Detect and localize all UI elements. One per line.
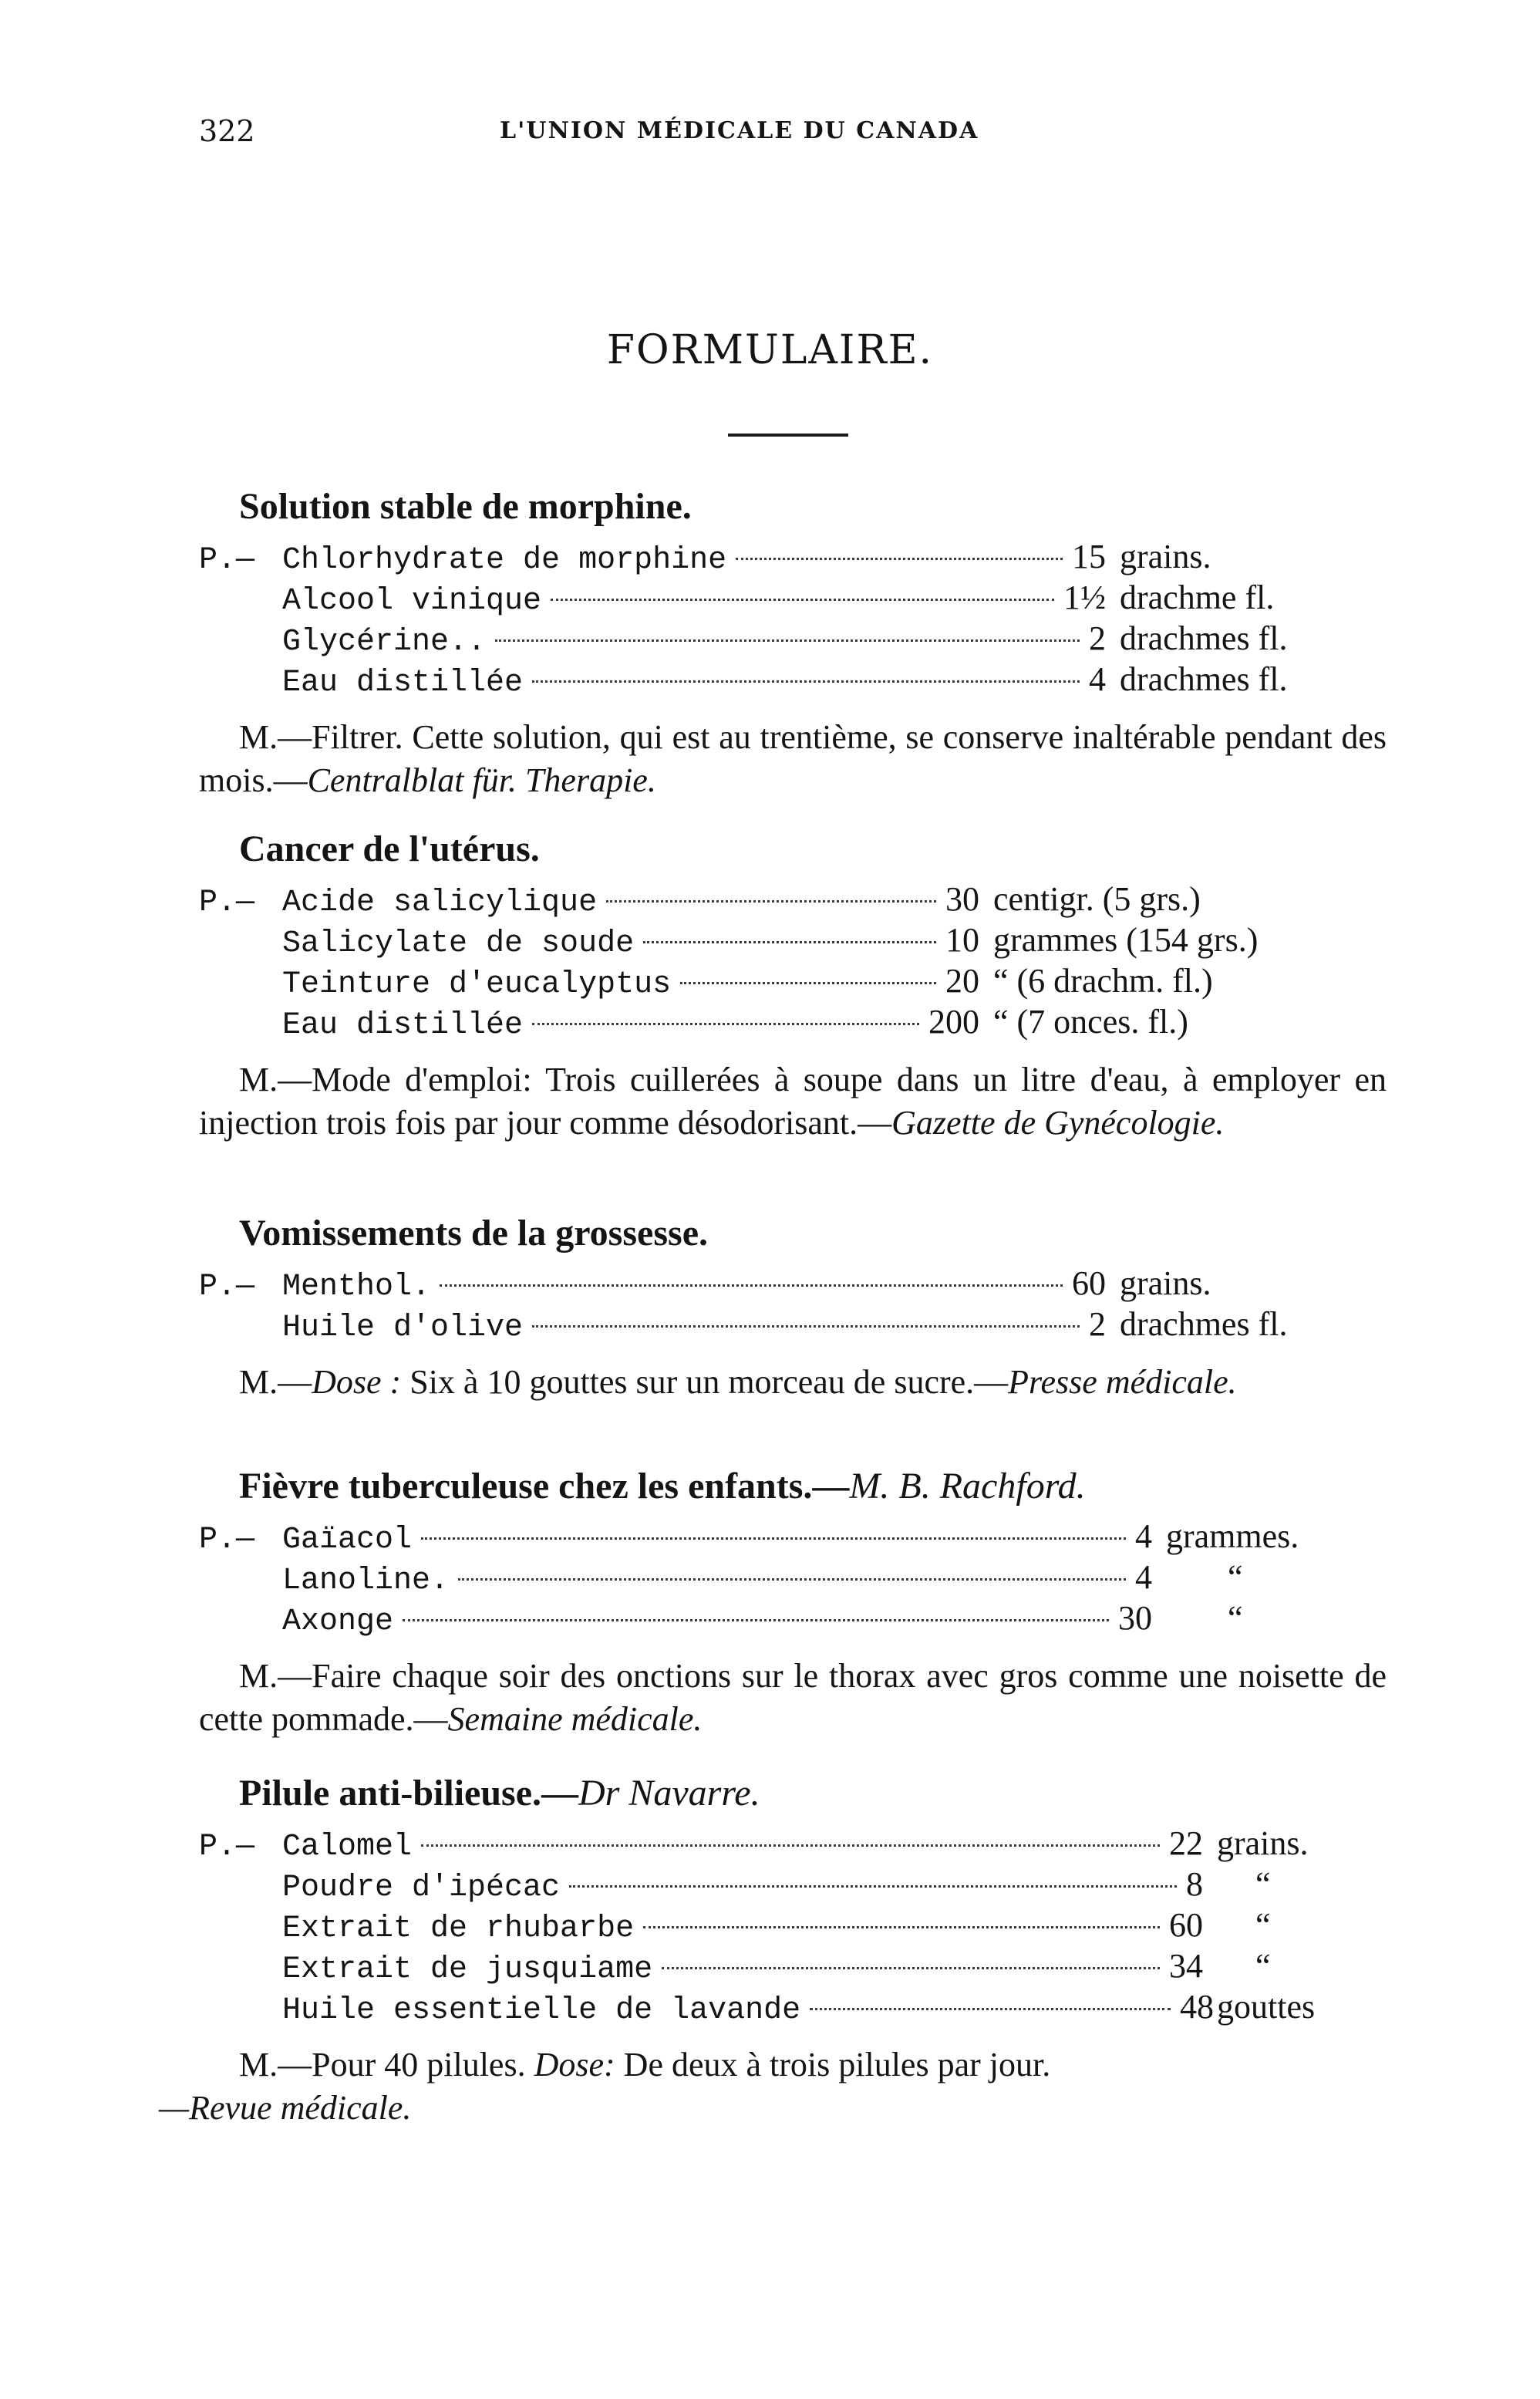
ingredient-unit: “ [1228, 1558, 1243, 1596]
ingredient-quantity: 10 [945, 921, 979, 959]
ingredient-unit: grains. [1217, 1824, 1309, 1862]
ingredient-quantity: 200 [928, 1003, 979, 1041]
dot-leader [643, 941, 936, 943]
ingredient-name: Huile essentielle de lavande [282, 1993, 801, 2028]
dot-leader [532, 1023, 919, 1025]
dot-leader [736, 558, 1063, 560]
ingredient-name: Huile d'olive [282, 1311, 524, 1345]
ingredient-row [199, 1946, 1387, 1987]
ingredient-name: Calomel [282, 1830, 413, 1864]
recipe-heading: Fièvre tuberculeuse chez les enfants.—M. B. Rachford. [239, 1466, 1086, 1507]
recipe-uterine-cancer [199, 824, 1387, 1145]
source-citation: Centralblat für. Therapie. [307, 761, 656, 799]
ingredient-row [199, 1002, 1387, 1043]
ingredient-row [199, 920, 1387, 961]
ingredient-unit: “ (7 onces. fl.) [993, 1003, 1188, 1041]
dot-leader [458, 1578, 1126, 1581]
running-head [199, 114, 1055, 153]
recipe-note: M.—Dose : Six à 10 gouttes sur un morceau de sucre.—Presse médicale. [239, 1363, 1237, 1401]
ingredient-unit: “ (6 drachm. fl.) [993, 962, 1213, 1000]
ingredient-unit: drachmes fl. [1120, 1305, 1288, 1343]
ingredient-quantity: 8 [1186, 1865, 1203, 1903]
ingredient-quantity: 4 [1089, 660, 1106, 698]
ingredient-list [199, 1517, 1387, 1639]
ingredient-row [199, 1864, 1387, 1905]
ingredient-name: Eau distillée [282, 1008, 524, 1043]
ingredient-name: Chlorhydrate de morphine [282, 543, 727, 578]
ingredient-unit: drachmes fl. [1120, 619, 1288, 657]
ingredient-row [199, 1987, 1387, 2028]
ingredient-name: Lanoline. [282, 1564, 450, 1598]
recipe-note: M.—Mode d'emploi: Trois cuillerées à soupe dans un litre d'eau, à employer en injection trois fois par jour comme désodorisant.—Gazette de Gynécologie. [199, 1061, 1387, 1142]
ingredient-unit: “ [1255, 1906, 1271, 1944]
ingredient-row [199, 1598, 1387, 1639]
ingredient-name: Glycérine.. [282, 625, 487, 660]
dot-leader [440, 1284, 1063, 1287]
ingredient-quantity: 34 [1169, 1947, 1203, 1985]
section-title: FORMULAIRE. [606, 327, 934, 373]
ingredient-quantity: 2 [1089, 1305, 1106, 1343]
ingredient-name: Salicylate de soude [282, 926, 635, 961]
dot-leader [421, 1844, 1160, 1847]
dot-leader [495, 639, 1080, 642]
ingredient-unit: grammes. [1166, 1517, 1299, 1555]
dot-leader [810, 2008, 1171, 2010]
ingredient-row [199, 1264, 1387, 1304]
ingredient-name: Acide salicylique [282, 886, 598, 920]
source-citation: Semaine médicale. [447, 1700, 703, 1738]
dot-leader [643, 1926, 1160, 1928]
recipe-note: M.—Pour 40 pilules. Dose: De deux à trois pilules par jour. —Revue médicale. [159, 2046, 1051, 2127]
recipe-heading: Cancer de l'utérus. [239, 828, 540, 869]
ingredient-name: Gaïacol [282, 1523, 413, 1557]
ingredient-row [199, 961, 1387, 1002]
ingredient-quantity: 15 [1072, 538, 1106, 575]
recipe-note: M.—Filtrer. Cette solution, qui est au trentième, se conserve inaltérable pendant des mois.—Centralblat für. Therapie. [199, 718, 1387, 799]
recipe-tuberculous-fever [199, 1461, 1387, 1741]
ingredient-row [199, 879, 1387, 920]
ingredient-unit: centigr. (5 grs.) [993, 880, 1201, 918]
ingredient-quantity: 60 [1072, 1264, 1106, 1302]
ingredient-unit: grammes (154 grs.) [993, 921, 1259, 959]
ingredient-row [199, 537, 1387, 578]
prescription-prefix: P.— [199, 543, 255, 578]
ingredient-quantity: 4 [1135, 1517, 1152, 1555]
dot-leader [606, 900, 936, 903]
dot-leader [403, 1619, 1109, 1621]
ingredient-list [199, 1824, 1387, 2028]
prescription-prefix: P.— [199, 1270, 255, 1304]
recipe-attribution: Dr Navarre. [578, 1773, 760, 1814]
ingredient-unit: grains. [1120, 538, 1211, 575]
ingredient-list [199, 879, 1387, 1043]
ingredient-name: Alcool vinique [282, 584, 542, 619]
recipe-pregnancy-vomiting [199, 1208, 1387, 1404]
ingredient-row [199, 578, 1387, 619]
prescription-prefix: P.— [199, 1830, 255, 1864]
prescription-prefix: P.— [199, 886, 255, 920]
ingredient-unit: grains. [1120, 1264, 1211, 1302]
ingredient-name: Poudre d'ipécac [282, 1871, 561, 1905]
recipe-heading: Vomissements de la grossesse. [239, 1213, 708, 1253]
dot-leader [532, 680, 1080, 683]
ingredient-quantity: 4 [1135, 1558, 1152, 1596]
recipe-morphine-solution [199, 481, 1387, 802]
source-citation: Gazette de Gynécologie. [891, 1104, 1225, 1142]
dot-leader [680, 982, 936, 984]
ingredient-row [199, 660, 1387, 700]
ingredient-unit: drachme fl. [1120, 579, 1275, 616]
ingredient-quantity: 30 [945, 880, 979, 918]
prescription-prefix: P.— [199, 1523, 255, 1557]
ingredient-quantity: 2 [1089, 619, 1106, 657]
ingredient-row [199, 1304, 1387, 1345]
ingredient-quantity: 48 [1180, 1988, 1214, 2026]
ingredient-row [199, 1905, 1387, 1946]
ingredient-name: Menthol. [282, 1270, 431, 1304]
page-number: 322 [199, 114, 255, 148]
recipe-attribution: M. B. Rachford. [849, 1466, 1086, 1507]
ingredient-name: Eau distillée [282, 666, 524, 700]
ingredient-name: Extrait de rhubarbe [282, 1911, 635, 1946]
recipe-anti-bilious-pill [159, 1768, 1387, 2130]
dot-leader [662, 1967, 1160, 1969]
title-rule [728, 434, 848, 437]
ingredient-name: Teinture d'eucalyptus [282, 967, 672, 1002]
recipe-heading: Solution stable de morphine. [239, 486, 692, 527]
ingredient-quantity: 60 [1169, 1906, 1203, 1944]
dot-leader [421, 1537, 1126, 1540]
ingredient-name: Axonge [282, 1604, 394, 1639]
ingredient-quantity: 20 [945, 962, 979, 1000]
source-citation: Presse médicale. [1008, 1363, 1237, 1401]
ingredient-quantity: 30 [1118, 1599, 1152, 1637]
ingredient-row [199, 619, 1387, 660]
ingredient-list [199, 1264, 1387, 1345]
ingredient-row [199, 1557, 1387, 1598]
journal-title: L'UNION MÉDICALE DU CANADA [500, 117, 979, 144]
source-citation: —Revue médicale. [159, 2089, 412, 2127]
ingredient-unit: gouttes [1217, 1988, 1316, 2026]
ingredient-unit: drachmes fl. [1120, 660, 1288, 698]
ingredient-unit: “ [1255, 1947, 1271, 1985]
ingredient-unit: “ [1255, 1865, 1271, 1903]
ingredient-row [199, 1824, 1387, 1864]
dot-leader [532, 1325, 1080, 1328]
recipe-note: M.—Faire chaque soir des onctions sur le thorax avec gros comme une noisette de cette pommade.—Semaine médicale. [199, 1657, 1387, 1738]
ingredient-list [199, 537, 1387, 700]
ingredient-quantity: 22 [1169, 1824, 1203, 1862]
ingredient-row [199, 1517, 1387, 1557]
ingredient-name: Extrait de jusquiame [282, 1952, 653, 1987]
ingredient-unit: “ [1228, 1599, 1243, 1637]
ingredient-quantity: 1½ [1063, 579, 1106, 616]
recipe-heading: Pilule anti-bilieuse.—Dr Navarre. [239, 1773, 760, 1814]
dot-leader [569, 1885, 1177, 1888]
dot-leader [551, 599, 1054, 601]
